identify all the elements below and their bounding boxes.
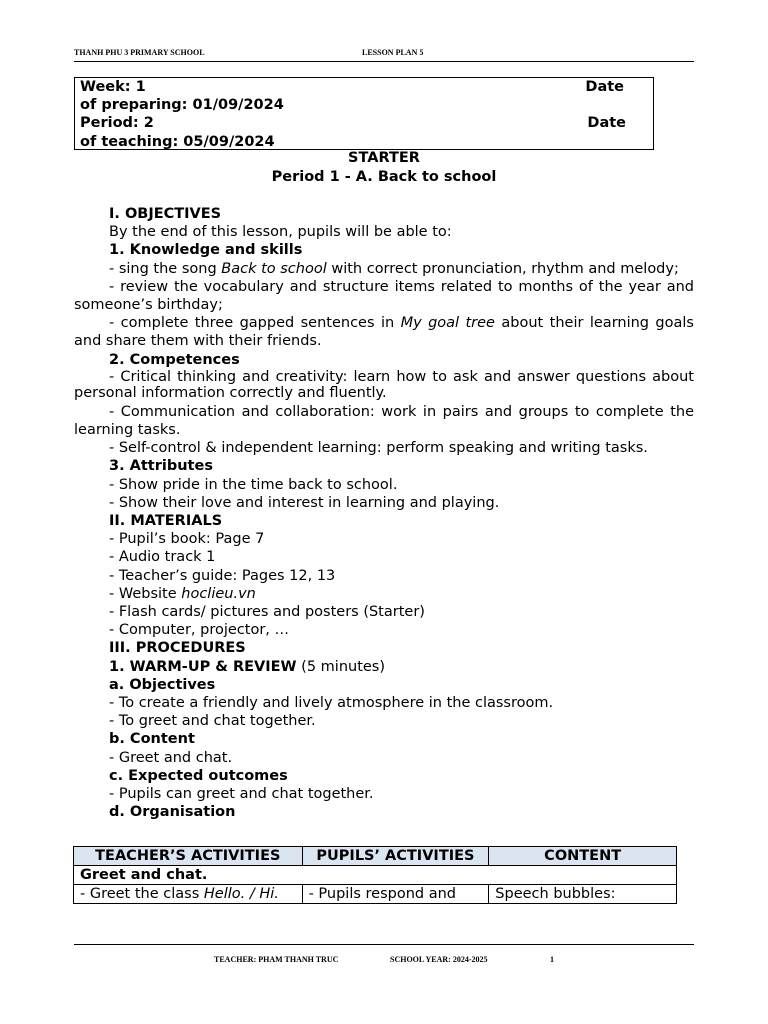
warmup-objectives-heading: a. Objectives [109, 676, 216, 693]
competence-item-2: - Communication and collaboration: work in pairs and groups to complete the learning tasks. [74, 403, 694, 439]
material-item-4: - Website hoclieu.vn [109, 585, 256, 602]
lesson-plan-label: LESSON PLAN 5 [362, 48, 424, 57]
knowledge-item-3: - complete three gapped sentences in My goal tree about their learning goals and share them with their friends. [74, 315, 694, 350]
table-row [74, 866, 677, 885]
knowledge-item-1: - sing the song Back to school with correct pronunciation, rhythm and melody; [109, 260, 679, 277]
organisation-heading: d. Organisation [109, 804, 236, 821]
table-row [74, 885, 677, 904]
header-rule [74, 61, 694, 62]
footer-rule [74, 944, 694, 945]
competence-item-1: - Critical thinking and creativity: learn how to ask and answer questions about personal information correctly and fluently. [74, 368, 694, 401]
page-number: 1 [550, 955, 554, 964]
outcome-item-1: - Pupils can greet and chat together. [109, 786, 374, 803]
warmup-objective-2: - To greet and chat together. [109, 713, 316, 730]
teacher-activities-header: TEACHER’S ACTIVITIES [74, 847, 303, 866]
knowledge-heading: 1. Knowledge and skills [109, 242, 303, 259]
material-item-3: - Teacher’s guide: Pages 12, 13 [109, 567, 336, 584]
content-cell: Speech bubbles: [489, 885, 677, 904]
objectives-heading: I. OBJECTIVES [109, 206, 222, 222]
material-item-6: - Computer, projector, … [109, 622, 290, 639]
content-item-1: - Greet and chat. [109, 749, 233, 766]
teacher-cell: - Greet the class Hello. / Hi. [74, 885, 303, 904]
period-title: Period 1 - A. Back to school [271, 169, 497, 185]
activities-table [73, 846, 677, 904]
material-item-1: - Pupil’s book: Page 7 [109, 531, 265, 548]
attribute-item-2: - Show their love and interest in learning and playing. [109, 494, 500, 511]
period-label: Period: 2 [80, 115, 154, 132]
page-footer [74, 955, 694, 969]
knowledge-item-2: - review the vocabulary and structure items related to months of the year and someone’s birthday; [74, 278, 694, 314]
competence-item-3: - Self-control & independent learning: perform speaking and writing tasks. [109, 440, 648, 457]
materials-heading: II. MATERIALS [109, 513, 223, 530]
procedures-heading: III. PROCEDURES [109, 640, 246, 657]
page-header [74, 48, 694, 62]
pupils-activities-header: PUPILS’ ACTIVITIES [302, 847, 489, 866]
school-name: THANH PHU 3 PRIMARY SCHOOL [74, 48, 205, 57]
lesson-content [74, 205, 694, 822]
lesson-info-box [74, 77, 654, 150]
starter-title: STARTER [348, 150, 420, 166]
attributes-heading: 3. Attributes [109, 458, 213, 475]
objectives-intro: By the end of this lesson, pupils will be able to: [109, 224, 452, 241]
content-heading: b. Content [109, 731, 195, 748]
section-cell: Greet and chat. [74, 866, 677, 885]
material-item-2: - Audio track 1 [109, 549, 216, 566]
attribute-item-1: - Show pride in the time back to school. [109, 476, 398, 493]
outcomes-heading: c. Expected outcomes [109, 767, 288, 784]
warmup-heading: 1. WARM-UP & REVIEW (5 minutes) [109, 658, 386, 675]
competences-heading: 2. Competences [109, 351, 240, 368]
preparing-date: of preparing: 01/09/2024 [80, 97, 284, 114]
warmup-objective-1: - To create a friendly and lively atmosphere in the classroom. [109, 695, 554, 712]
school-year: SCHOOL YEAR: 2024-2025 [390, 955, 488, 964]
pupils-cell: - Pupils respond and [302, 885, 489, 904]
date-label-2: Date [587, 115, 626, 132]
week-label: Week: 1 [80, 79, 146, 95]
teaching-date: of teaching: 05/09/2024 [80, 133, 275, 150]
date-label-1: Date [585, 79, 624, 95]
teacher-name: TEACHER: PHAM THANH TRUC [214, 955, 339, 964]
content-header: CONTENT [489, 847, 677, 866]
material-item-5: - Flash cards/ pictures and posters (Starter) [109, 604, 425, 621]
table-header-row [74, 847, 677, 866]
